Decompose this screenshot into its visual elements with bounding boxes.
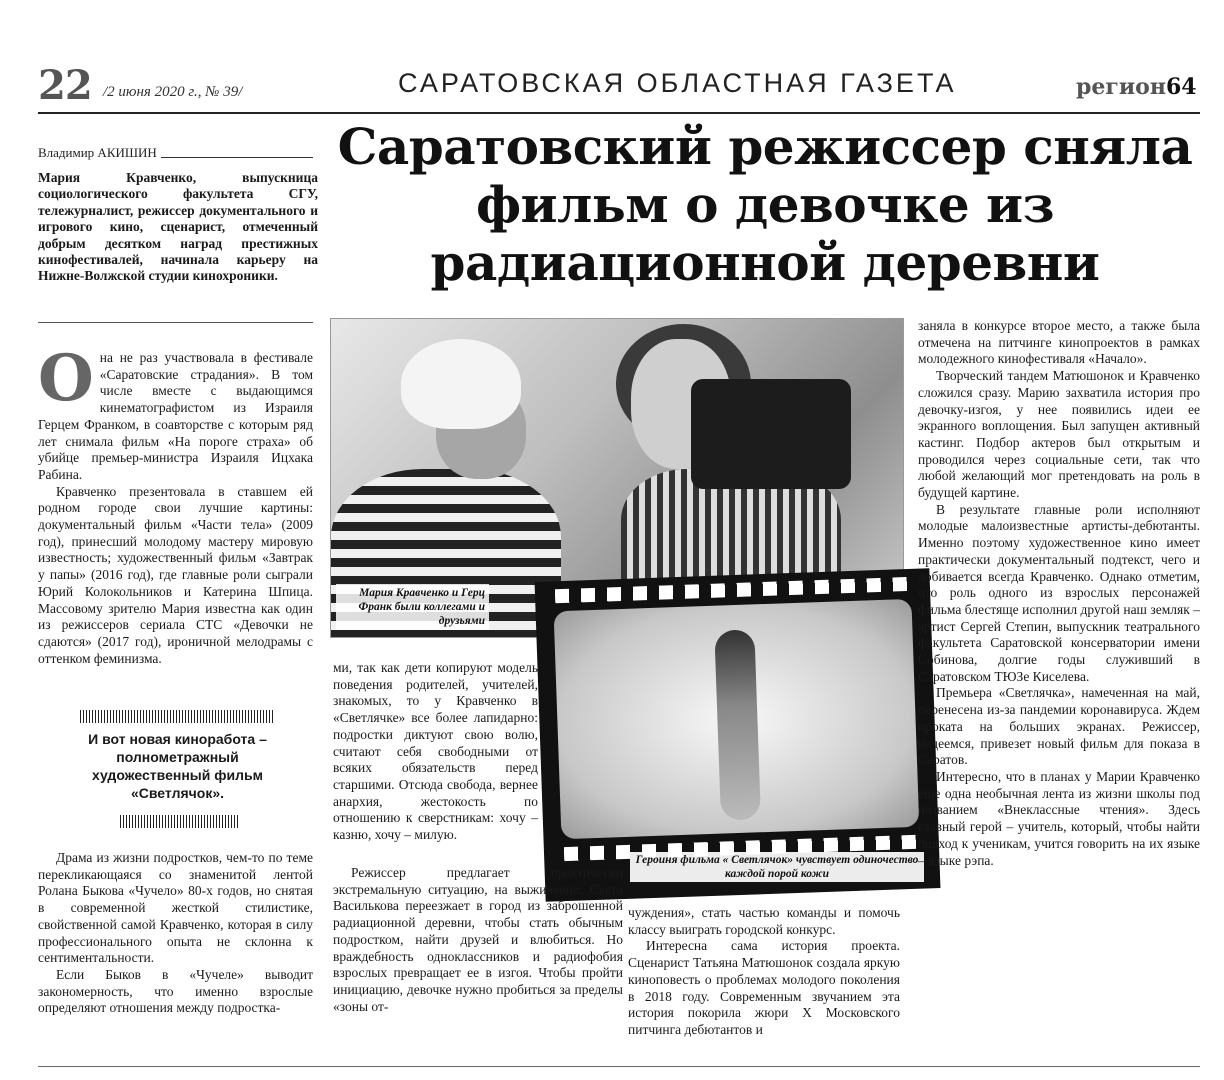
gazette-title: САРАТОВСКАЯ ОБЛАСТНАЯ ГАЗЕТА — [398, 68, 957, 98]
paragraph-6: Режиссер предлагает практически экстремальную ситуацию, на выживание: Света Василькова переезжает в город из заброшенной радиационной деревни, чтобы стать обычным подростком, найти друзей и влюбиться. Но враждебность одноклассников и радиофобия взрослых превращает ее в изгоя. Чтобы пройти инициацию, девочке нужно пробиться за пределы «зоны от- — [333, 865, 623, 1014]
author-name: Владимир АКИШИН — [38, 145, 157, 160]
column-1-top — [38, 341, 313, 667]
paragraph-1 — [38, 341, 313, 484]
photo-caption-1: Мария Кравченко и Герц Франк были коллегами и друзьями — [336, 584, 489, 630]
paragraph-3: Драма из жизни подростков, чем-то по теме перекликающаяся со знаменитой лентой Ролана Быкова «Чучело» 80-х годов, но снятая в современной жесткой стилистике, свойственной самой Кравченко, которая в силу профессионального опыта не склонна к сентиментальности. — [38, 850, 313, 966]
footer-rule — [38, 1066, 1200, 1067]
quote-ornament-bottom — [120, 815, 240, 828]
column-3-bottom — [628, 905, 900, 1039]
quote-ornament-top — [80, 710, 275, 723]
paragraph-11: В результате главные роли исполняют молодые малоизвестные артисты-дебютанты. Именно поэтому художественное кино имеет практически документальный подтекст, чего и добивается всегда Кравченко. Однако отметим, что роль одного из взрослых персонажей фильма блестяще исполнил другой наш земляк – артист Сергей Степин, выпускник театрального факультета Саратовской консерватории имени Собинова, долгие годы служивший в Саратовском ТЮЗе Киселева. — [918, 501, 1200, 684]
man-hat — [401, 339, 521, 429]
header-rule — [38, 112, 1200, 114]
lead-rule — [38, 322, 313, 323]
heroine-figure — [714, 629, 761, 820]
article-headline: Саратовский режиссер сняла фильм о девочке из радиационной деревни — [337, 117, 1193, 292]
column-2-bottom — [333, 865, 623, 1015]
paragraph-5: ми, так как дети копируют модель поведения родителей, учителей, знакомых, то у Кравченко в «Светлячке» все более лапидарно: подростки диктуют свою волю, считают себя свободными от всяких обязательств перед старшими. Отсюда свобода, вернее анархия, жестокость по отношению к сверстникам: хочу – казню, хочу – милую. — [333, 660, 538, 843]
photo-caption-2: Героиня фильма « Светлячок» чувствует одиночество каждой порой кожи — [630, 852, 924, 882]
paragraph-12: Премьера «Светлячка», намеченная на май, перенесена из-за пандемии коронавируса. Ждем проката на больших экранах. Режиссер, надеемся, привезет новый фильм для показа в Саратов. — [918, 685, 1200, 768]
drop-cap: О — [38, 341, 94, 416]
column-4 — [918, 318, 1200, 869]
paragraph-2: Кравченко презентовала в ставшем ей родном городе свои лучшие картины: документальный фильм «Части тела» (2009 год), принесший молодому мастеру мировую известность; художественный фильм «Завтрак у папы» (2016 год), где главные роли сыграли Юрий Колокольников и Катерина Шпица. Массовому зрителю Мария известна как один из режиссеров сериала СТС «Девочки не сдаются» (2017 год), ироничной мелодрамы с оттенком феминизма. — [38, 483, 313, 666]
pull-quote: И вот новая киноработа – полнометражный художественный фильм «Светлячок». — [88, 731, 267, 801]
region-logo — [1076, 74, 1197, 100]
paragraph-8: Интересна сама история проекта. Сценарист Татьяна Матюшонок создала яркую киноповесть о проблемах молодого поколения в 2018 году. Современным звучанием эта история покорила жюри X Московского питчинга дебютантов и — [628, 938, 900, 1037]
column-1-bottom — [38, 850, 313, 1017]
video-camera — [691, 379, 851, 489]
author-line — [38, 145, 313, 161]
article-lead: Мария Кравченко, выпускница социологического факультета СГУ, тележурналист, режиссер документального и игрового кино, сценарист, отмеченный добрым десятком наград престижных кинофестивалей, начинала карьеру на Нижне-Волжской студии кинохроники. — [38, 170, 318, 284]
issue-date: /2 июня 2020 г., № 39/ — [103, 84, 243, 100]
region-word: регион — [1076, 74, 1166, 100]
paragraph-10: Творческий тандем Матюшонок и Кравченко сложился сразу. Марию захватила история про девочку-изгоя, у нее появились идеи ее экранного воплощения. Был запущен активный кастинг. Подбор актеров был открытым и проводился через социальные сети, так что любой желающий мог претендовать на роль в будущей картине. — [918, 368, 1200, 501]
paragraph-13: Интересно, что в планах у Марии Кравченко еще одна необычная лента из жизни школы под названием «Внеклассные чтения». Здесь главный герой – учитель, который, чтобы найти подход к ученикам, учится говорить на их языке – языке рэпа. — [918, 768, 1200, 868]
film-frame — [554, 599, 920, 839]
paragraph-1-text: на не раз участвовала в фестивале «Саратовские страдания». В том числе вместе с выдающимся кинематографистом из Израиля Герцем Франком, в соавторстве с которым ряд лет снимала фильм «На пороге страха» об убийце премьер-министра Израиля Ицхака Рабина. — [38, 350, 313, 482]
region-number: 64 — [1165, 74, 1197, 100]
paragraph-4: Если Быков в «Чучеле» выводит закономерность, что именно взрослые определяют отношения между подростка- — [38, 966, 313, 1016]
film-perforations-top — [555, 577, 910, 603]
paragraph-9: заняла в конкурсе второе место, а также была отмечена на питчинге кинопроектов в рамках молодежного кинофестиваля «Начало». — [918, 318, 1200, 367]
page-number: 22 — [38, 62, 92, 109]
column-2 — [333, 660, 538, 844]
author-underline — [161, 157, 313, 158]
paragraph-7: чуждения», стать частью команды и помочь классу выиграть городской конкурс. — [628, 905, 900, 937]
